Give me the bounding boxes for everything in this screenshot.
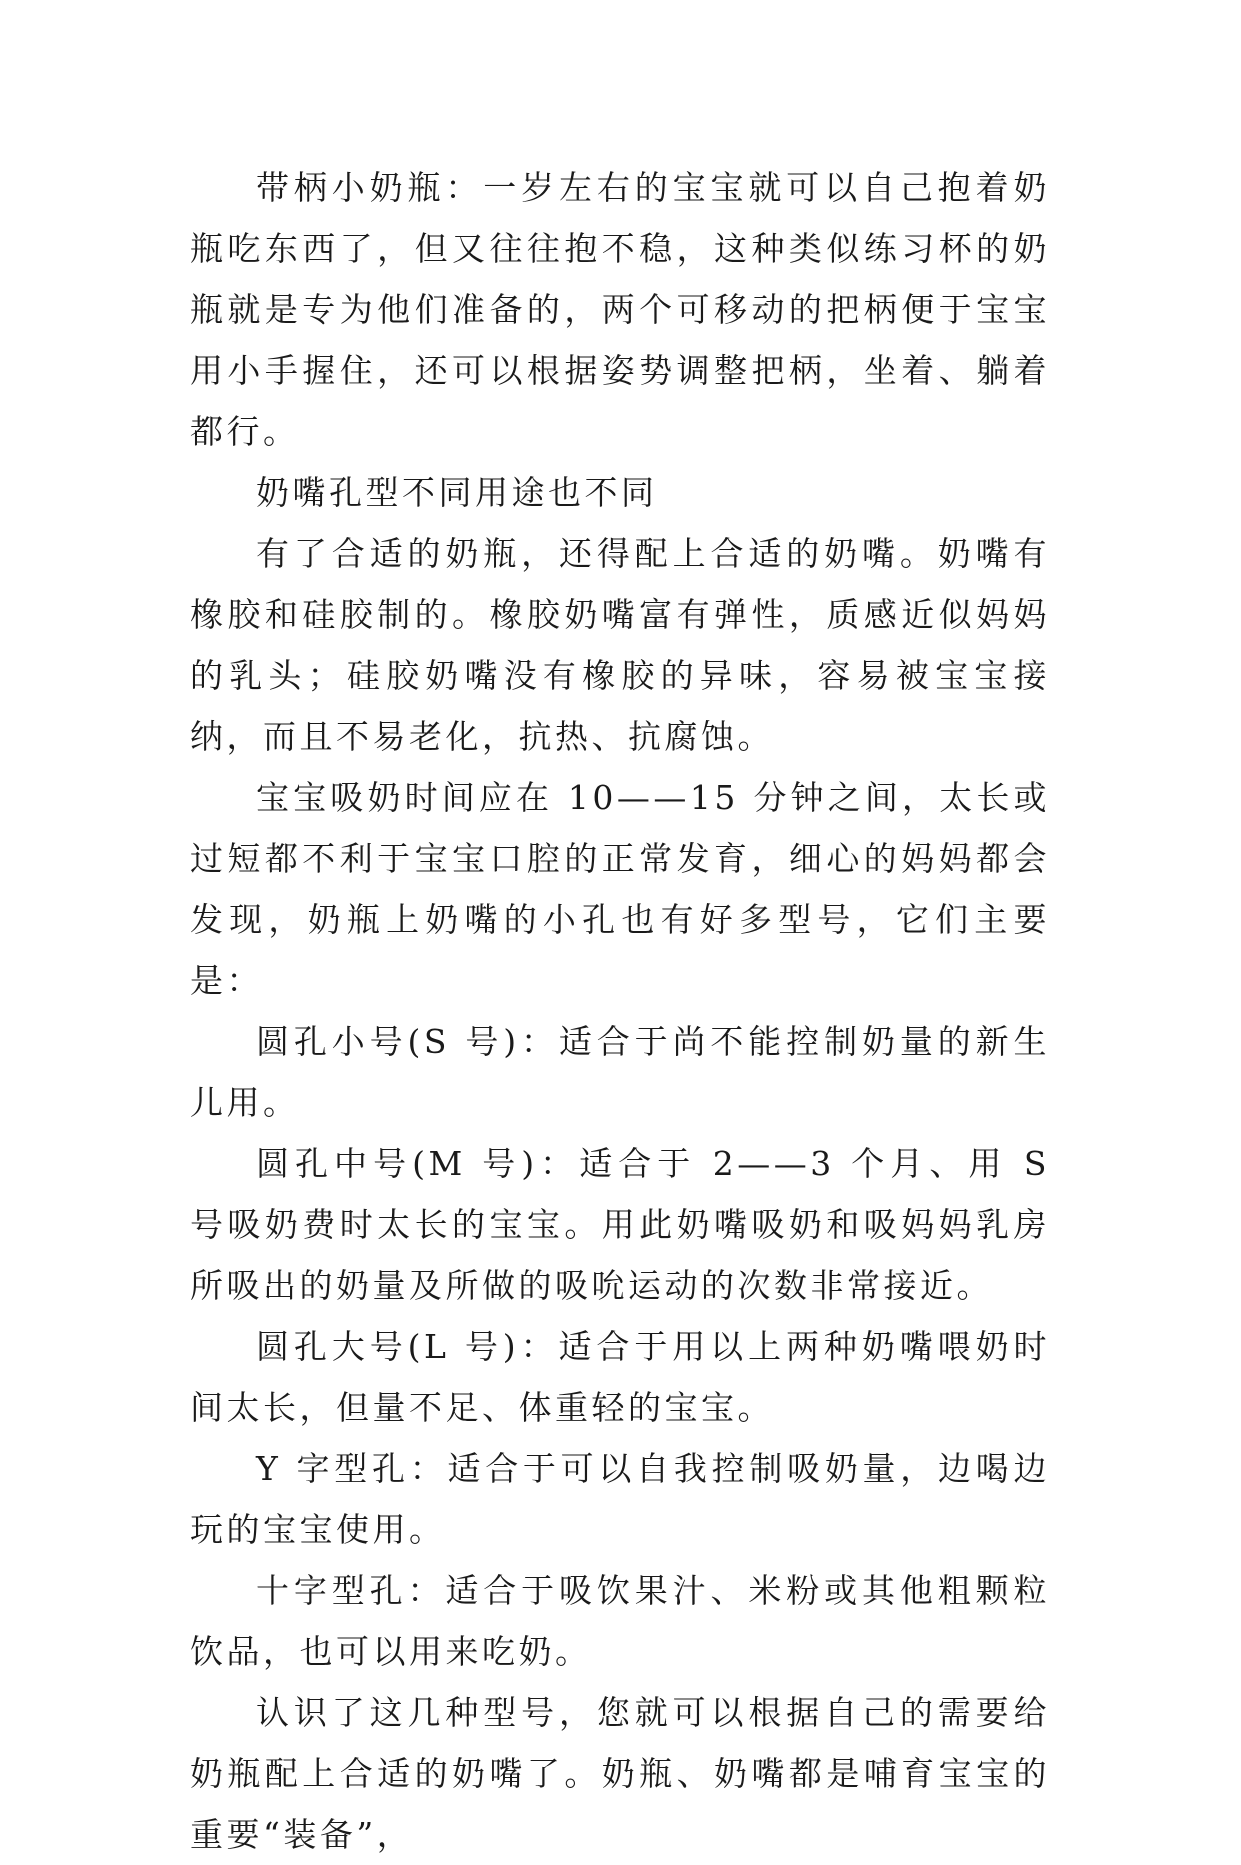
document-body (190, 157, 1050, 1865)
paragraph-feeding-time: 宝宝吸奶时间应在 10——15 分钟之间，太长或过短都不利于宝宝口腔的正常发育，细心的妈妈都会发现，奶瓶上奶嘴的小孔也有好多型号，它们主要是： (190, 778, 1050, 1000)
paragraph-conclusion: 认识了这几种型号，您就可以根据自己的需要给奶瓶配上合适的奶嘴了。奶瓶、奶嘴都是哺育宝宝的重要“装备”， (190, 1693, 1050, 1854)
paragraph-round-hole-medium: 圆孔中号(M 号)：适合于 2——3 个月、用 S 号吸奶费时太长的宝宝。用此奶嘴吸奶和吸妈妈乳房所吸出的奶量及所做的吸吮运动的次数非常接近。 (190, 1144, 1050, 1305)
paragraph-round-hole-small: 圆孔小号(S 号)：适合于尚不能控制奶量的新生儿用。 (190, 1022, 1050, 1122)
paragraph-round-hole-large: 圆孔大号(L 号)：适合于用以上两种奶嘴喂奶时间太长，但量不足、体重轻的宝宝。 (190, 1327, 1050, 1427)
section-heading-nipple-holes: 奶嘴孔型不同用途也不同 (256, 473, 658, 512)
paragraph-nipple-materials: 有了合适的奶瓶，还得配上合适的奶嘴。奶嘴有橡胶和硅胶制的。橡胶奶嘴富有弹性，质感近似妈妈的乳头；硅胶奶嘴没有橡胶的异味，容易被宝宝接纳，而且不易老化，抗热、抗腐蚀。 (190, 534, 1050, 756)
paragraph-handled-bottle: 带柄小奶瓶：一岁左右的宝宝就可以自己抱着奶瓶吃东西了，但又往往抱不稳，这种类似练习杯的奶瓶就是专为他们准备的，两个可移动的把柄便于宝宝用小手握住，还可以根据姿势调整把柄，坐着、躺着都行。 (190, 168, 1050, 451)
paragraph-y-hole: Y 字型孔：适合于可以自我控制吸奶量，边喝边玩的宝宝使用。 (190, 1449, 1050, 1549)
paragraph-cross-hole: 十字型孔：适合于吸饮果汁、米粉或其他粗颗粒饮品，也可以用来吃奶。 (190, 1571, 1050, 1671)
